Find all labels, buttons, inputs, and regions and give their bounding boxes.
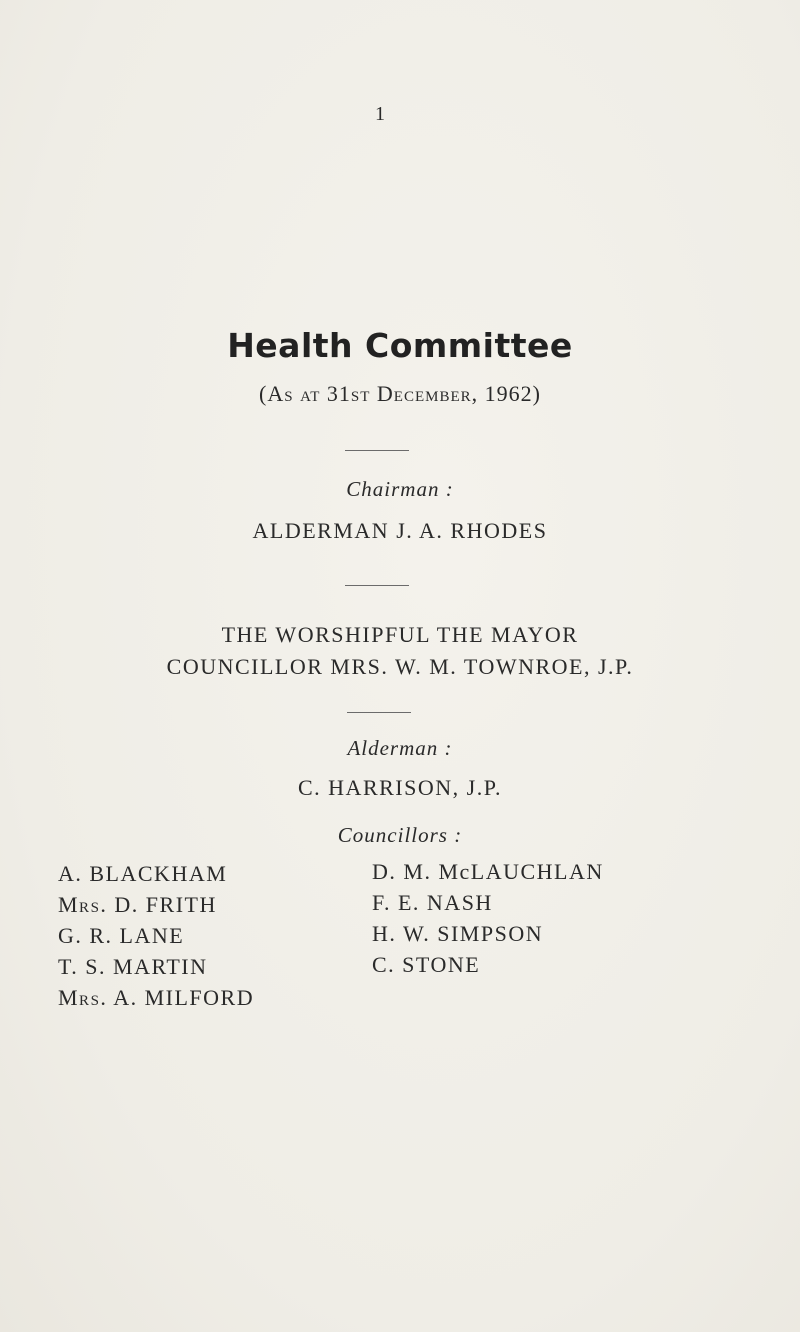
- divider-rule: [347, 712, 411, 713]
- page-number: 1: [375, 103, 385, 125]
- councillor-name: H. W. SIMPSON: [372, 921, 544, 946]
- councillor-name: C. STONE: [372, 952, 481, 977]
- councillor-name: Mrs. A. MILFORD: [58, 985, 255, 1010]
- alderman-name: C. HARRISON, J.P.: [298, 775, 502, 800]
- divider-rule: [345, 450, 409, 451]
- councillor-name: G. R. LANE: [58, 923, 185, 948]
- divider-rule: [345, 585, 409, 586]
- councillor-name: A. BLACKHAM: [58, 861, 228, 886]
- councillors-right-column: [372, 856, 604, 980]
- ex-officio-councillor: COUNCILLOR MRS. W. M. TOWNROE, J.P.: [166, 654, 634, 679]
- councillors-left-column: [58, 858, 254, 1013]
- councillor-name: F. E. NASH: [372, 890, 493, 915]
- page-title: Health Committee: [227, 326, 573, 365]
- alderman-label: Alderman :: [347, 736, 453, 760]
- councillor-name: Mrs. D. FRITH: [58, 892, 217, 917]
- councillors-label: Councillors :: [337, 823, 463, 847]
- chairman-name: ALDERMAN J. A. RHODES: [252, 518, 548, 543]
- ex-officio-mayor: THE WORSHIPFUL THE MAYOR: [221, 622, 579, 647]
- page-subtitle: (As at 31st December, 1962): [259, 381, 541, 406]
- chairman-label: Chairman :: [346, 477, 454, 501]
- councillor-name: D. M. McLAUCHLAN: [372, 859, 604, 884]
- councillor-name: T. S. MARTIN: [58, 954, 208, 979]
